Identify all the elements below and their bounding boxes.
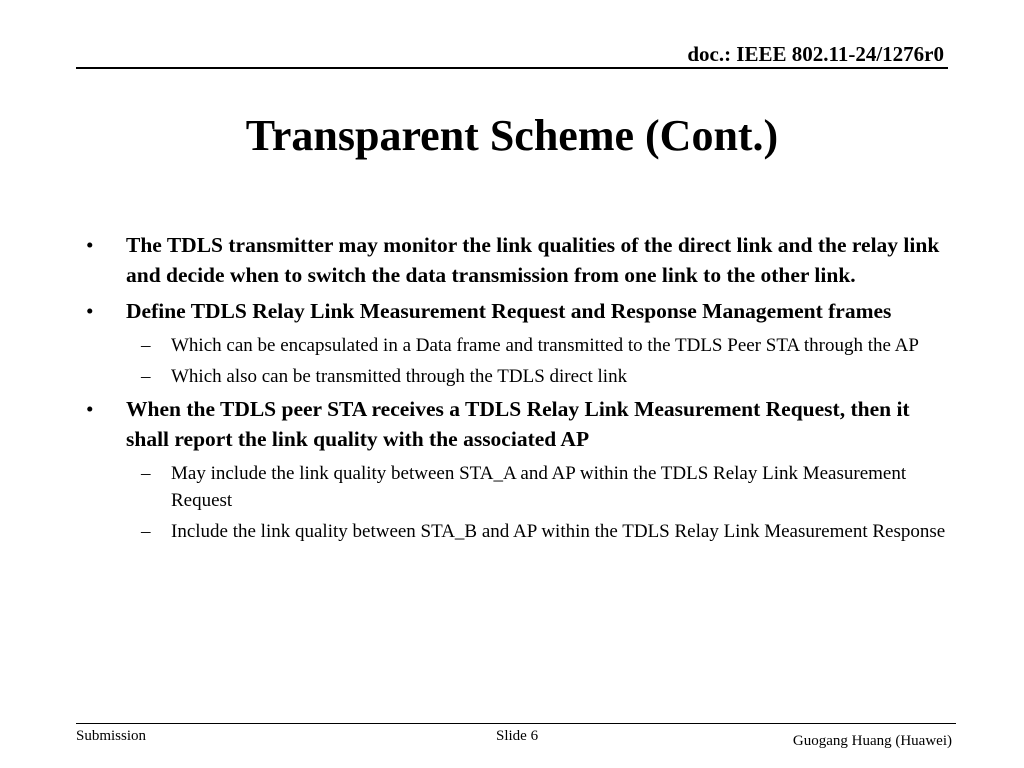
dash-icon: –	[141, 521, 151, 542]
bullet-icon: •	[86, 397, 94, 421]
sub-bullet-item	[86, 332, 946, 359]
sub-bullet-item	[86, 363, 946, 390]
bullet-item	[86, 230, 946, 290]
sub-bullet-item	[86, 518, 946, 545]
bullet-icon: •	[86, 233, 94, 257]
bullet-text: Define TDLS Relay Link Measurement Request and Response Management frames	[126, 299, 892, 323]
sub-bullet-text: Include the link quality between STA_B and AP within the TDLS Relay Link Measurement Response	[171, 521, 946, 542]
dash-icon: –	[141, 463, 151, 484]
dash-icon: –	[141, 366, 151, 387]
bullet-text: When the TDLS peer STA receives a TDLS Relay Link Measurement Request, then it shall report the link quality with the associated AP	[126, 397, 910, 451]
bullet-item	[86, 296, 946, 326]
footer-author: Guogang Huang (Huawei)	[792, 733, 952, 749]
dash-icon: –	[141, 335, 151, 356]
bullet-item	[86, 394, 946, 454]
bullet-icon: •	[86, 299, 94, 323]
header-divider	[76, 67, 948, 69]
sub-bullet-text: Which can be encapsulated in a Data frame and transmitted to the TDLS Peer STA through the AP	[171, 335, 919, 356]
footer-divider	[76, 723, 956, 724]
document-id: doc.: IEEE 802.11-24/1276r0	[687, 42, 944, 66]
slide-body	[86, 230, 946, 549]
sub-bullet-item	[86, 460, 946, 514]
bullet-text: The TDLS transmitter may monitor the link qualities of the direct link and the relay link and decide when to switch the data transmission from one link to the other link.	[126, 233, 940, 287]
footer-submission: Submission	[76, 728, 147, 744]
sub-bullet-text: Which also can be transmitted through the TDLS direct link	[171, 366, 628, 387]
sub-bullet-text: May include the link quality between STA_A and AP within the TDLS Relay Link Measurement Request	[171, 463, 907, 511]
slide-number: Slide 6	[496, 728, 539, 744]
slide-title: Transparent Scheme (Cont.)	[245, 111, 779, 160]
